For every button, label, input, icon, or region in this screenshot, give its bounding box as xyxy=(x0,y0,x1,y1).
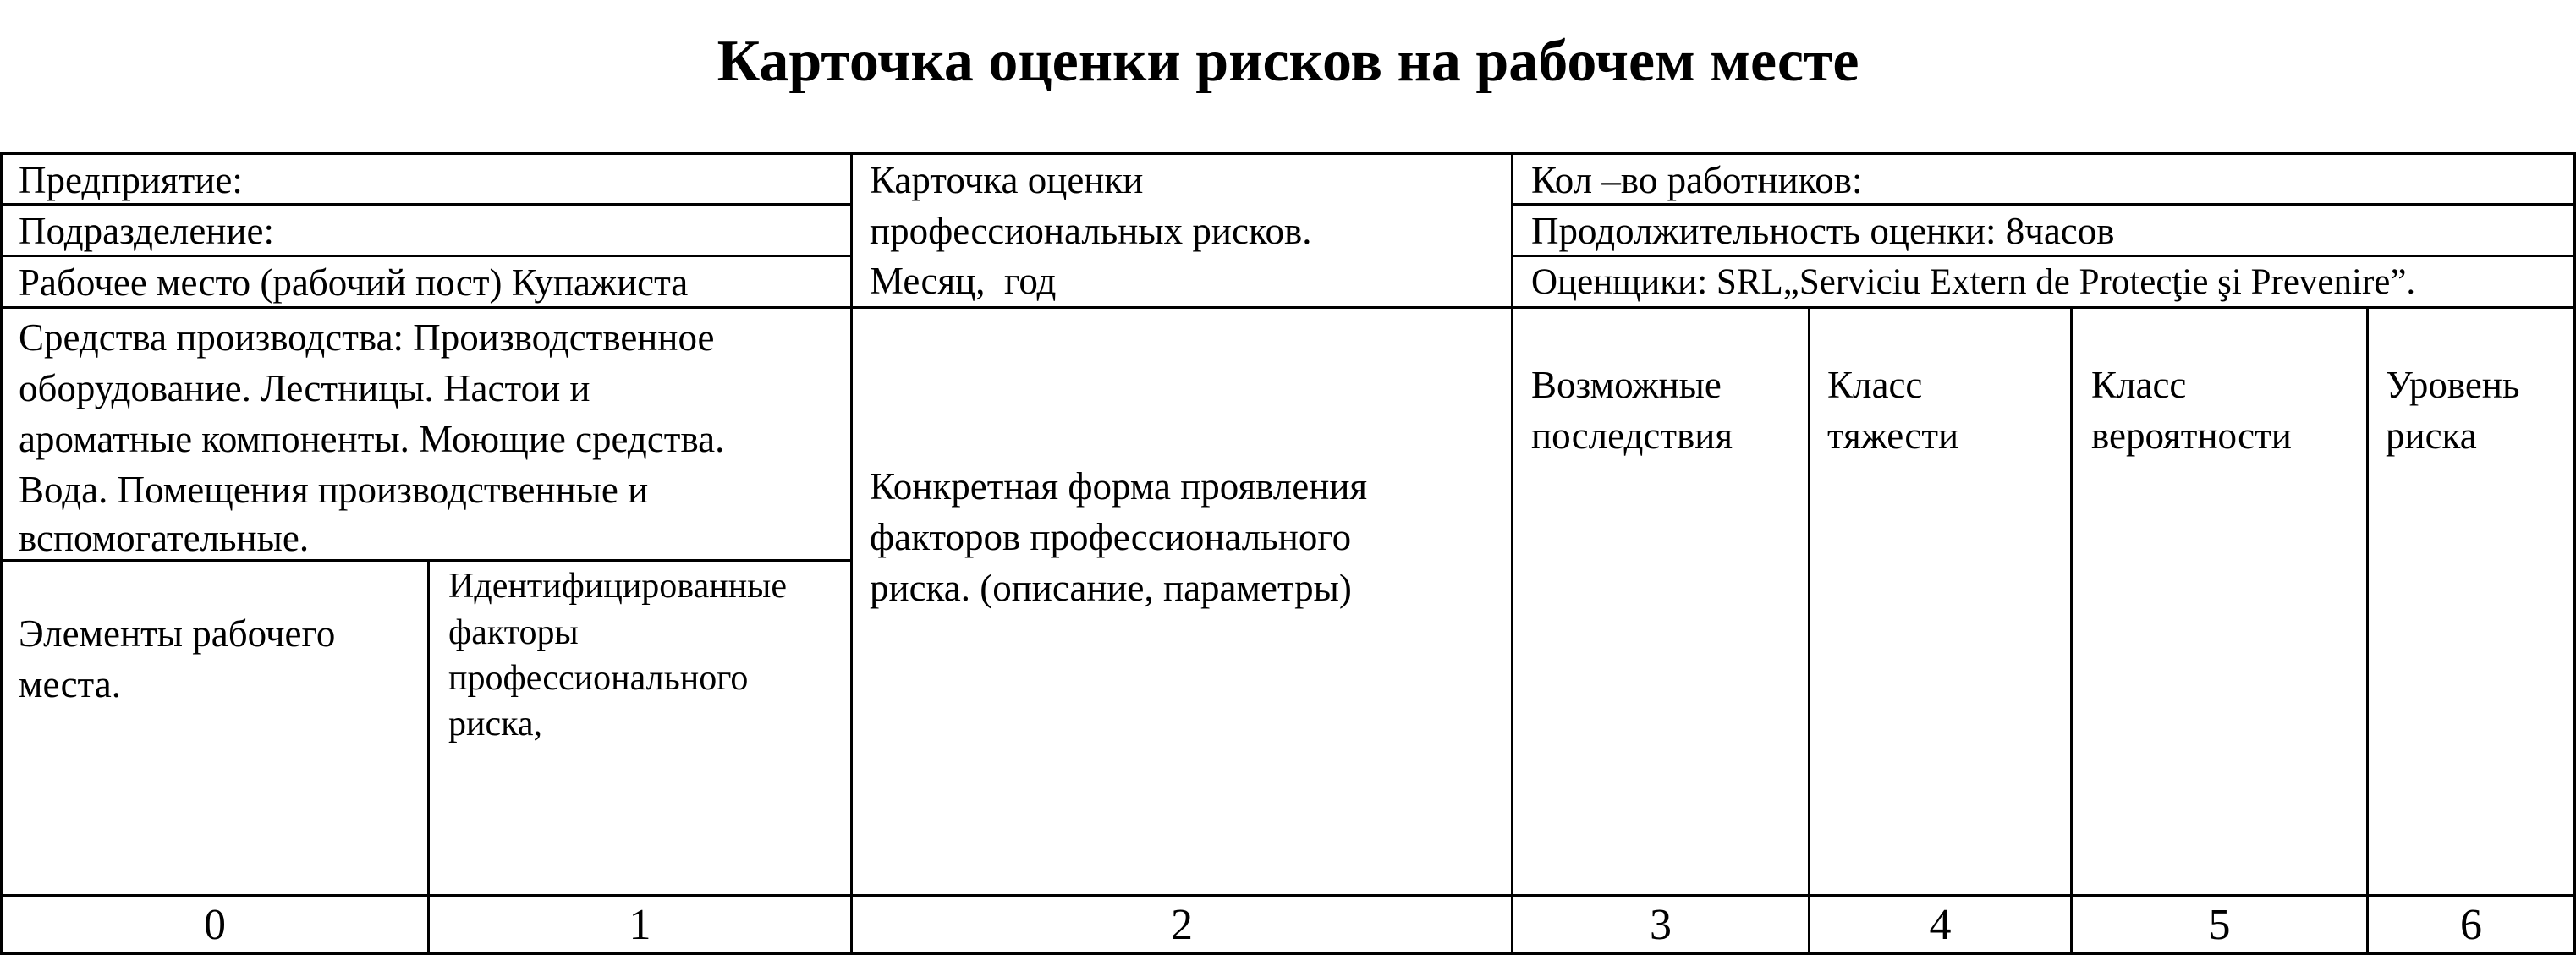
col1-header-line-2: факторы xyxy=(448,613,579,652)
column-number-3: 3 xyxy=(1650,901,1672,949)
table-border-left xyxy=(0,152,3,955)
numbers-top-border xyxy=(0,894,2576,897)
means-line-5: вспомогательные. xyxy=(19,517,310,559)
column-number-0: 0 xyxy=(204,901,226,949)
assessment-duration-label: Продолжительность оценки: 8часов xyxy=(1531,210,2115,252)
column-divider-4-5 xyxy=(2070,306,2073,955)
card-title-line-1: Карточка оценки xyxy=(870,159,1144,201)
means-line-2: оборудование. Лестницы. Настои и xyxy=(19,367,590,409)
column-divider-5-6 xyxy=(2366,306,2369,955)
col4-header-line-2: тяжести xyxy=(1827,414,1959,457)
column-divider-0-1 xyxy=(427,559,430,955)
col5-header-line-2: вероятности xyxy=(2091,414,2292,457)
col6-header-line-2: риска xyxy=(2386,414,2477,457)
column-number-2: 2 xyxy=(1171,901,1193,949)
means-line-1: Средства производства: Производственное xyxy=(19,316,715,359)
card-title-line-3: Месяц, год xyxy=(870,260,1057,302)
col6-header-line-1: Уровень xyxy=(2386,364,2520,406)
col1-header-line-3: профессионального xyxy=(448,659,749,698)
col2-header-line-2: факторов профессионального xyxy=(870,516,1352,558)
column-number-6: 6 xyxy=(2460,901,2482,949)
table-border-top xyxy=(0,152,2576,155)
workplace-label: Рабочее место (рабочий пост) Купажиста xyxy=(19,261,689,304)
col3-header-line-1: Возможные xyxy=(1531,364,1722,406)
col2-header-line-3: риска. (описание, параметры) xyxy=(870,567,1352,609)
column-divider-3-4 xyxy=(1808,306,1810,955)
col0-header-line-1: Элементы рабочего xyxy=(19,612,336,655)
column-number-1: 1 xyxy=(629,901,651,949)
column-divider-2-3 xyxy=(1511,152,1513,955)
page-title: Карточка оценки рисков на рабочем месте xyxy=(717,29,1859,94)
col2-header-line-1: Конкретная форма проявления xyxy=(870,465,1368,508)
col4-header-line-1: Класс xyxy=(1827,364,1923,406)
means-line-3: ароматные компоненты. Моющие средства. xyxy=(19,418,725,460)
enterprise-label: Предприятие: xyxy=(19,159,243,201)
workers-count-label: Кол –во работников: xyxy=(1531,159,1863,201)
column-number-5: 5 xyxy=(2208,901,2231,949)
division-label: Подразделение: xyxy=(19,210,274,252)
card-title-line-2: профессиональных рисков. xyxy=(870,210,1312,252)
assessors-label: Оценщики: SRL„Serviciu Extern de Protecţie şi Prevenire”. xyxy=(1531,262,2416,302)
means-line-4: Вода. Помещения производственные и xyxy=(19,469,649,511)
col0-header-line-2: места. xyxy=(19,663,121,705)
col1-header-line-1: Идентифицированные xyxy=(448,567,788,606)
column-number-4: 4 xyxy=(1929,901,1952,949)
col1-header-line-4: риска, xyxy=(448,705,543,744)
col5-header-line-1: Класс xyxy=(2091,364,2187,406)
col3-header-line-2: последствия xyxy=(1531,414,1733,457)
column-divider-1-2 xyxy=(850,152,853,955)
